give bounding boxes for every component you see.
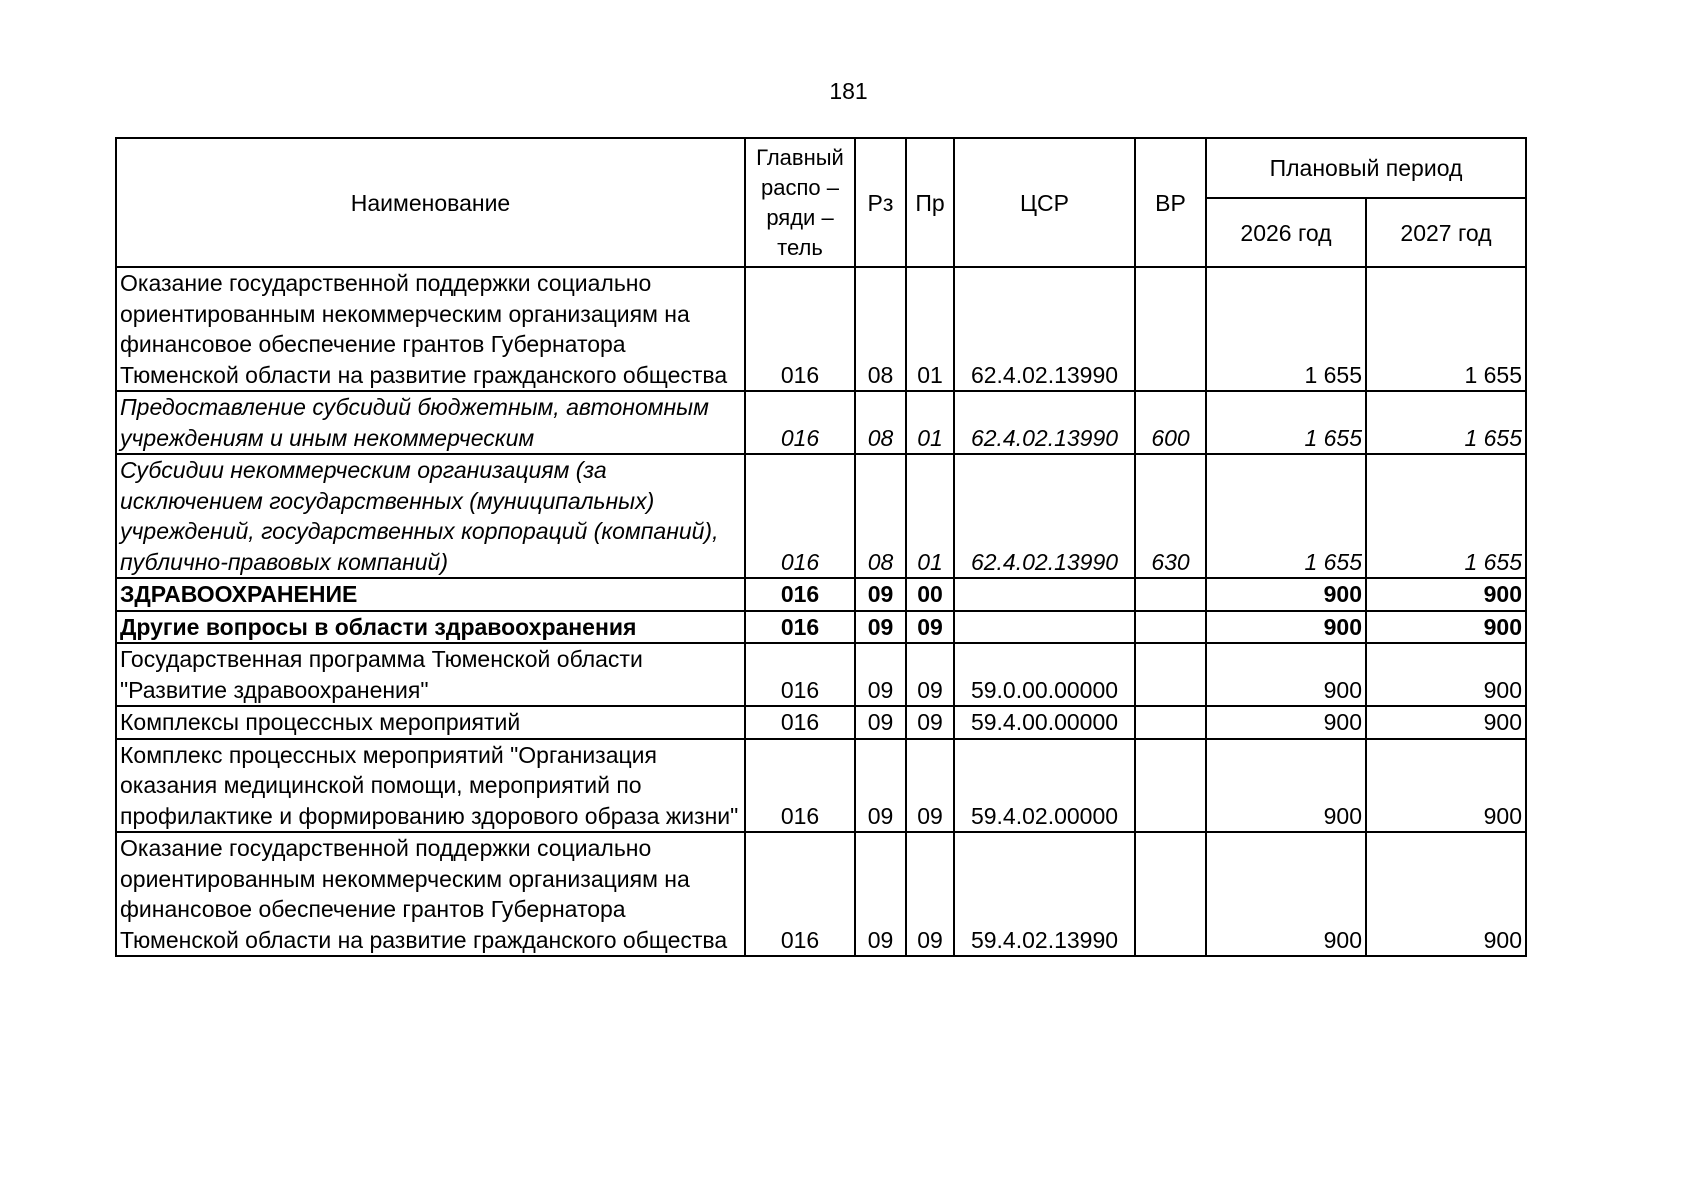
cell-vr: [1135, 611, 1206, 644]
cell-vr: [1135, 832, 1206, 956]
cell-csr: 62.4.02.13990: [954, 267, 1135, 391]
cell-pr: 09: [906, 611, 954, 644]
header-admin-line: Главный: [756, 144, 844, 170]
cell-2027: 900: [1366, 643, 1526, 706]
cell-admin: 016: [745, 391, 855, 454]
budget-table: [115, 137, 1527, 957]
cell-pr: 09: [906, 643, 954, 706]
cell-admin: 016: [745, 643, 855, 706]
cell-2027: 1 655: [1366, 267, 1526, 391]
cell-name: Оказание государственной поддержки социально ориентированным некоммерческим организациям на финансовое обеспечение грантов Губернатора Тюменской области на развитие гражданского общества: [116, 832, 745, 956]
cell-2026: 900: [1206, 578, 1366, 611]
table-row: [116, 578, 1526, 611]
header-name: Наименование: [116, 138, 745, 267]
cell-2027: 900: [1366, 832, 1526, 956]
cell-2027: 900: [1366, 611, 1526, 644]
header-admin-line: ряди –: [766, 204, 834, 230]
cell-vr: [1135, 643, 1206, 706]
cell-vr: [1135, 578, 1206, 611]
header-year-2027: 2027 год: [1366, 198, 1526, 267]
cell-rz: 09: [855, 706, 906, 739]
cell-pr: 00: [906, 578, 954, 611]
cell-rz: 08: [855, 454, 906, 578]
cell-2027: 1 655: [1366, 391, 1526, 454]
cell-2027: 900: [1366, 706, 1526, 739]
cell-csr: 59.4.02.13990: [954, 832, 1135, 956]
cell-rz: 08: [855, 391, 906, 454]
cell-pr: 01: [906, 454, 954, 578]
table-row: [116, 832, 1526, 956]
cell-admin: 016: [745, 267, 855, 391]
cell-admin: 016: [745, 611, 855, 644]
cell-csr: 62.4.02.13990: [954, 454, 1135, 578]
header-csr: ЦСР: [954, 138, 1135, 267]
cell-csr: [954, 611, 1135, 644]
header-vr: ВР: [1135, 138, 1206, 267]
cell-csr: [954, 578, 1135, 611]
cell-name: Оказание государственной поддержки социально ориентированным некоммерческим организациям на финансовое обеспечение грантов Губернатора Тюменской области на развитие гражданского общества: [116, 267, 745, 391]
cell-csr: 59.0.00.00000: [954, 643, 1135, 706]
cell-pr: 09: [906, 739, 954, 833]
table-row: [116, 643, 1526, 706]
cell-name: Комплексы процессных мероприятий: [116, 706, 745, 739]
cell-2026: 900: [1206, 611, 1366, 644]
table-row: [116, 739, 1526, 833]
cell-admin: 016: [745, 706, 855, 739]
cell-vr: [1135, 739, 1206, 833]
cell-csr: 59.4.00.00000: [954, 706, 1135, 739]
cell-2026: 900: [1206, 832, 1366, 956]
cell-pr: 01: [906, 267, 954, 391]
cell-rz: 09: [855, 643, 906, 706]
table-body: [116, 267, 1526, 956]
header-admin: [745, 138, 855, 267]
cell-rz: 09: [855, 578, 906, 611]
cell-name: ЗДРАВООХРАНЕНИЕ: [116, 578, 745, 611]
cell-vr: [1135, 706, 1206, 739]
cell-2027: 1 655: [1366, 454, 1526, 578]
cell-name: Другие вопросы в области здравоохранения: [116, 611, 745, 644]
table-row: [116, 391, 1526, 454]
cell-admin: 016: [745, 739, 855, 833]
cell-2026: 1 655: [1206, 454, 1366, 578]
cell-name: Государственная программа Тюменской области "Развитие здравоохранения": [116, 643, 745, 706]
cell-name: Субсидии некоммерческим организациям (за исключением государственных (муниципальных) учреждений, государственных корпораций (компаний), публично-правовых компаний): [116, 454, 745, 578]
header-rz: Рз: [855, 138, 906, 267]
table-row: [116, 267, 1526, 391]
cell-2026: 900: [1206, 739, 1366, 833]
cell-name: Предоставление субсидий бюджетным, автономным учреждениям и иным некоммерческим: [116, 391, 745, 454]
page-number: 181: [829, 78, 868, 104]
cell-2026: 900: [1206, 643, 1366, 706]
cell-2026: 1 655: [1206, 267, 1366, 391]
cell-vr: 630: [1135, 454, 1206, 578]
cell-pr: 01: [906, 391, 954, 454]
table-row: [116, 611, 1526, 644]
cell-2027: 900: [1366, 578, 1526, 611]
cell-csr: 59.4.02.00000: [954, 739, 1135, 833]
table-row: [116, 454, 1526, 578]
header-pr: Пр: [906, 138, 954, 267]
cell-rz: 09: [855, 832, 906, 956]
cell-2026: 1 655: [1206, 391, 1366, 454]
cell-2027: 900: [1366, 739, 1526, 833]
cell-admin: 016: [745, 454, 855, 578]
header-planned-period: Плановый период: [1206, 138, 1526, 198]
cell-csr: 62.4.02.13990: [954, 391, 1135, 454]
cell-pr: 09: [906, 832, 954, 956]
cell-rz: 09: [855, 611, 906, 644]
header-year-2026: 2026 год: [1206, 198, 1366, 267]
cell-rz: 09: [855, 739, 906, 833]
cell-2026: 900: [1206, 706, 1366, 739]
cell-admin: 016: [745, 832, 855, 956]
cell-vr: [1135, 267, 1206, 391]
cell-admin: 016: [745, 578, 855, 611]
header-admin-line: тель: [777, 234, 823, 260]
header-admin-line: распо –: [761, 174, 839, 200]
table-header: [116, 138, 1526, 267]
cell-rz: 08: [855, 267, 906, 391]
cell-vr: 600: [1135, 391, 1206, 454]
table-row: [116, 706, 1526, 739]
cell-pr: 09: [906, 706, 954, 739]
cell-name: Комплекс процессных мероприятий "Организация оказания медицинской помощи, мероприятий по профилактике и формированию здорового образа жизни": [116, 739, 745, 833]
